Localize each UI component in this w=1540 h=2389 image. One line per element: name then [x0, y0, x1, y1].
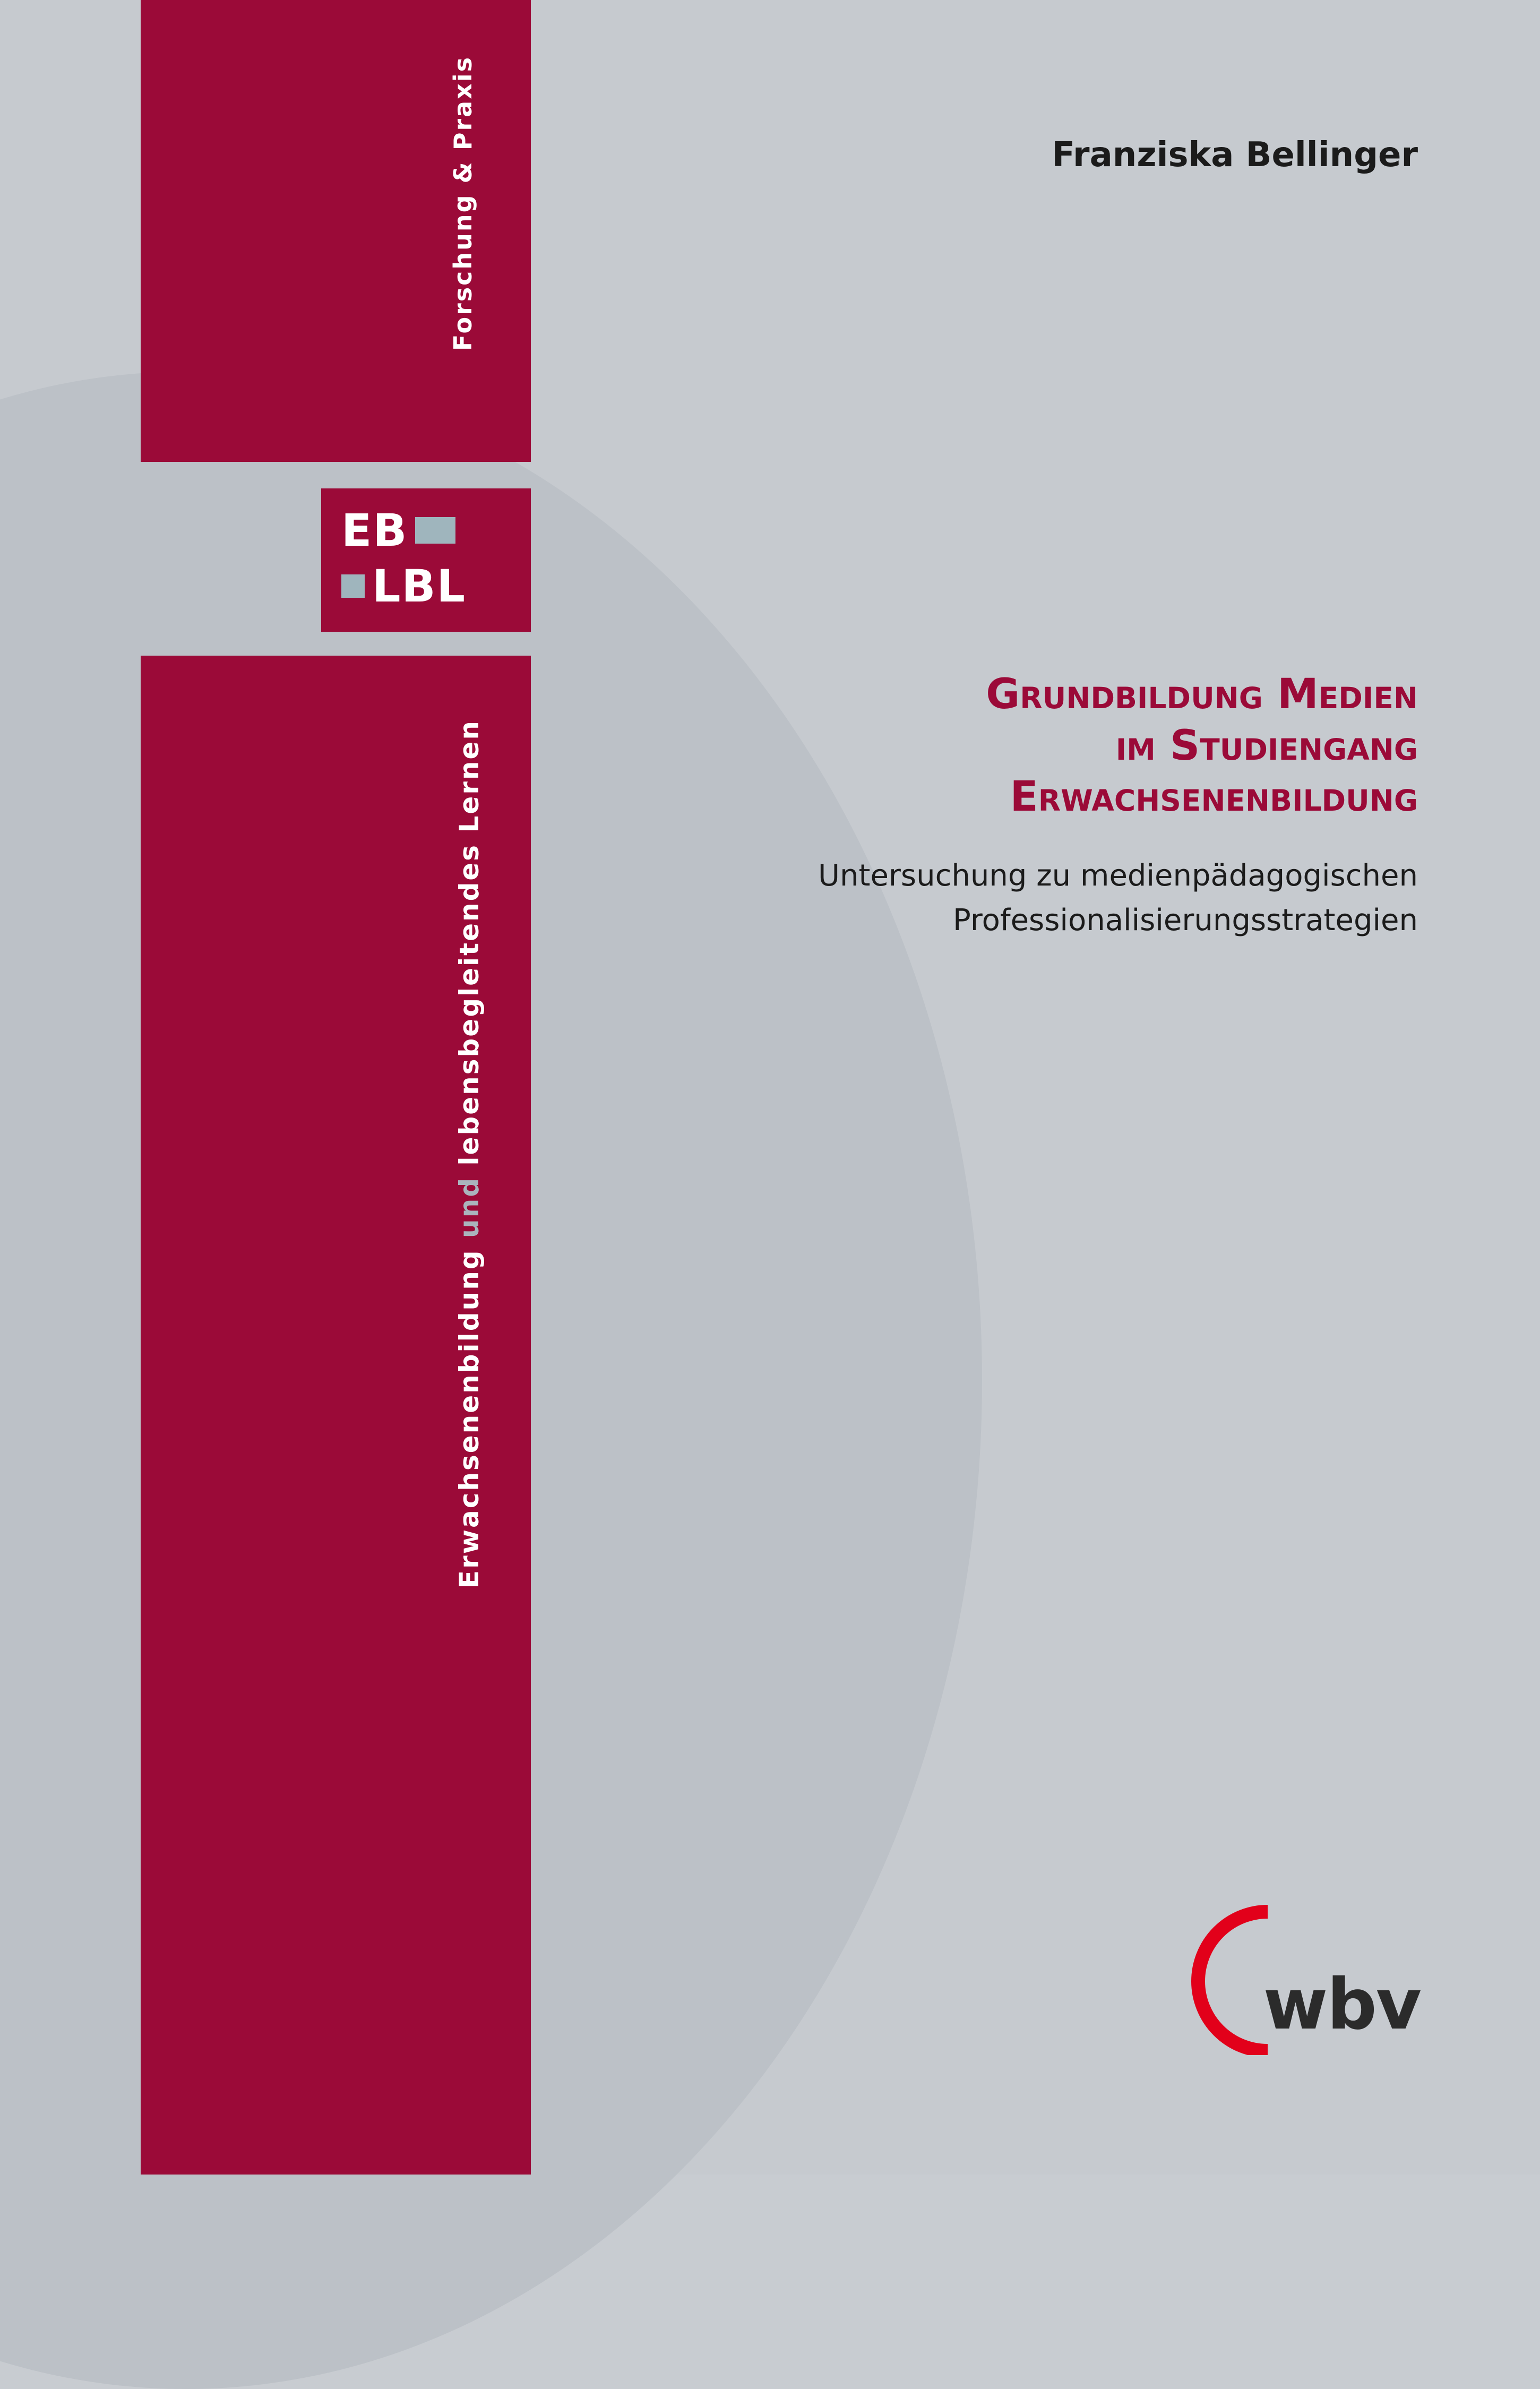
spine-label-part1: Erwachsenenbildung [454, 1238, 485, 1589]
eb-lbl-logo-lbl-text: LBL [372, 560, 467, 612]
spine-label-part3: lebensbegleitendes Lernen [454, 719, 485, 1177]
spine-label [454, 719, 485, 1588]
series-label: Forschung & Praxis [449, 56, 477, 351]
eb-lbl-logo-eb-text: EB [341, 504, 408, 556]
eb-lbl-logo [321, 488, 531, 632]
title-block [569, 669, 1418, 943]
teal-square-icon [341, 574, 365, 598]
subtitle-line-2: Professionalisierungsstrategien [953, 903, 1418, 938]
author-name: Franziska Bellinger [1052, 135, 1418, 175]
publisher-logo [1176, 1896, 1421, 2055]
subtitle-line-1: Untersuchung zu medienpädagogischen [818, 858, 1418, 893]
publisher-name: wbv [1263, 1964, 1421, 2046]
subtitle-block [569, 854, 1418, 943]
title-line-3: Erwachsenenbildung [1010, 773, 1418, 821]
eb-lbl-logo-row-eb [341, 504, 455, 556]
eb-lbl-logo-row-lbl [341, 560, 466, 612]
title-line-2: im Studiengang [1115, 721, 1418, 770]
title-line-1: Grundbildung Medien [986, 671, 1418, 718]
spine-label-part2: und [454, 1176, 485, 1238]
teal-swatch-icon [415, 517, 455, 544]
